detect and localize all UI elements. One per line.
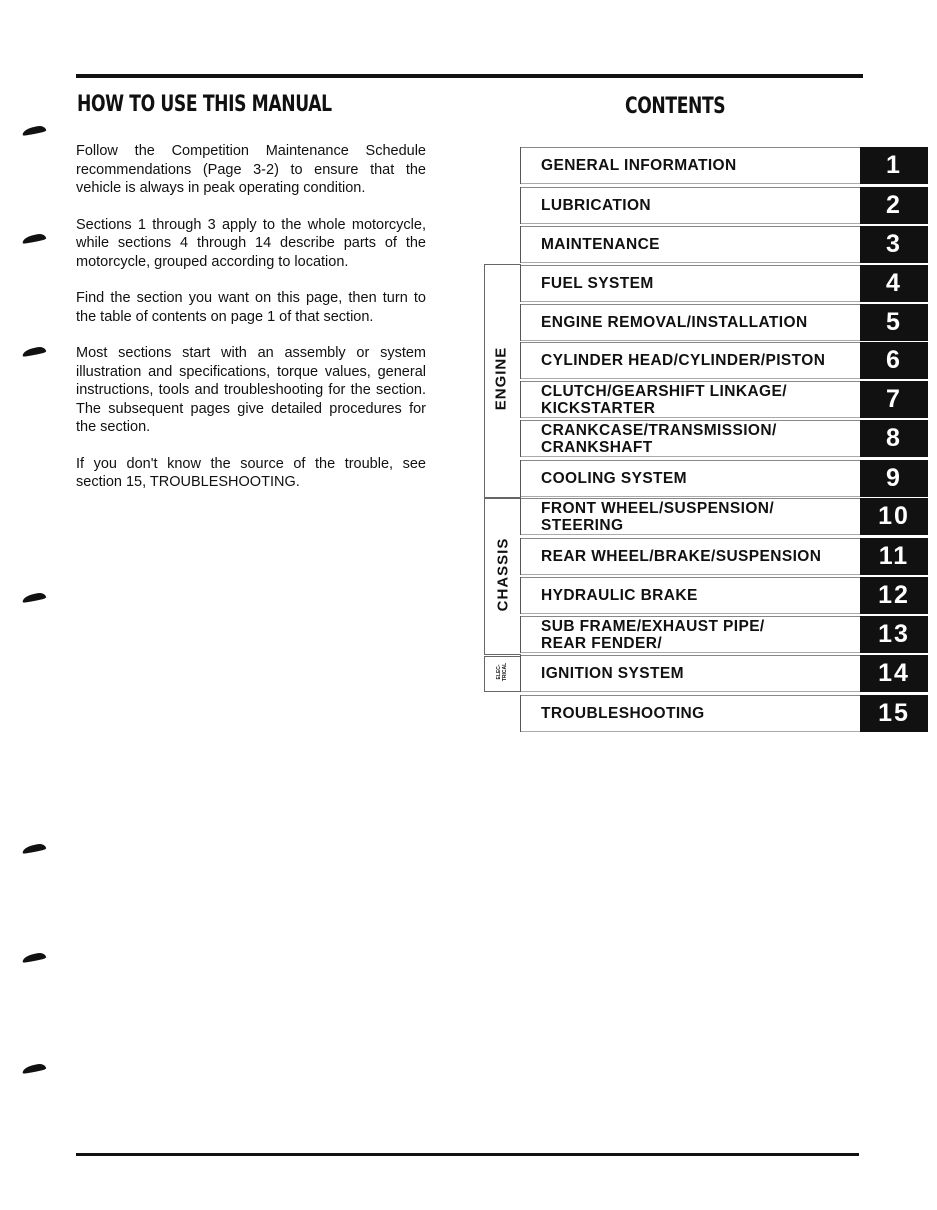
section-label: MAINTENANCE <box>541 236 660 253</box>
intro-paragraph: Most sections start with an assembly or system illustration and specifications, torque values, general instructions, tools and troubleshooting for the section. The subsequent pages give detailed procedures for the section. <box>76 345 426 435</box>
entry-bottom-line <box>521 691 861 692</box>
section-number-tab[interactable]: 5 <box>860 304 928 341</box>
entry-bottom-line <box>521 456 861 457</box>
section-label: SUB FRAME/EXHAUST PIPE/ REAR FENDER/ <box>541 617 765 652</box>
entry-bottom-line <box>521 378 861 379</box>
section-number-tab[interactable]: 8 <box>860 420 928 457</box>
section-number-tab[interactable]: 13 <box>860 616 928 653</box>
entry-bottom-line <box>521 223 861 224</box>
contents-entry[interactable] <box>520 460 861 497</box>
contents-entry[interactable] <box>520 538 861 575</box>
intro-paragraph: Sections 1 through 3 apply to the whole motorcycle, while sections 4 through 14 describe parts of the motorcycle, grouped according to location. <box>76 216 426 270</box>
binder-mark <box>22 952 47 964</box>
entry-bottom-line <box>521 652 861 653</box>
entry-bottom-line <box>521 340 861 341</box>
section-label: COOLING SYSTEM <box>541 470 687 487</box>
contents-entry[interactable] <box>520 304 861 341</box>
entry-bottom-line <box>521 417 861 418</box>
section-label: CYLINDER HEAD/CYLINDER/PISTON <box>541 352 826 369</box>
chassis-group-label: CHASSIS <box>494 537 512 612</box>
section-number-tab[interactable]: 6 <box>860 342 928 379</box>
section-label: TROUBLESHOOTING <box>541 705 705 722</box>
entry-bottom-line <box>521 534 861 535</box>
contents-entry[interactable] <box>520 695 861 732</box>
electrical-group-label: ELEC- TRICAL <box>496 662 508 682</box>
binder-mark <box>22 1063 47 1075</box>
section-label: ENGINE REMOVAL/INSTALLATION <box>541 314 808 331</box>
binder-mark <box>22 346 47 358</box>
section-label: FUEL SYSTEM <box>541 275 654 292</box>
contents-entry[interactable] <box>520 655 861 692</box>
contents-entry[interactable] <box>520 420 861 457</box>
section-number-tab[interactable]: 11 <box>860 538 928 575</box>
entry-bottom-line <box>521 183 861 184</box>
intro-paragraph: Follow the Competition Maintenance Schedule recommendations (Page 3-2) to ensure that the vehicle is always in peak operating condition. <box>76 143 426 196</box>
top-rule <box>76 74 863 78</box>
contents-entry[interactable] <box>520 498 861 535</box>
section-label: CRANKCASE/TRANSMISSION/ CRANKSHAFT <box>541 421 777 456</box>
contents-entry[interactable] <box>520 147 861 184</box>
section-number-tab[interactable]: 4 <box>860 265 928 302</box>
section-number-tab[interactable]: 14 <box>860 655 928 692</box>
section-number-tab[interactable]: 10 <box>860 498 928 535</box>
contents-entry[interactable] <box>520 381 861 418</box>
section-number-tab[interactable]: 3 <box>860 226 928 263</box>
entry-bottom-line <box>521 574 861 575</box>
section-label: REAR WHEEL/BRAKE/SUSPENSION <box>541 548 822 565</box>
contents-entry[interactable] <box>520 616 861 653</box>
section-number-tab[interactable]: 15 <box>860 695 928 732</box>
intro-text <box>76 142 426 510</box>
how-to-use-title: HOW TO USE THIS MANUAL <box>77 92 332 117</box>
binder-mark <box>22 233 47 245</box>
entry-bottom-line <box>521 731 861 732</box>
section-label: HYDRAULIC BRAKE <box>541 587 698 604</box>
engine-group-label: ENGINE <box>492 346 510 411</box>
binder-mark <box>22 843 47 855</box>
section-number-tab[interactable]: 9 <box>860 460 928 497</box>
contents-title: CONTENTS <box>625 94 726 119</box>
contents-entry[interactable] <box>520 265 861 302</box>
section-number-tab[interactable]: 2 <box>860 187 928 224</box>
section-label: FRONT WHEEL/SUSPENSION/ STEERING <box>541 499 775 534</box>
section-label: GENERAL INFORMATION <box>541 157 737 174</box>
contents-entry[interactable] <box>520 577 861 614</box>
entry-bottom-line <box>521 613 861 614</box>
intro-paragraph: Find the section you want on this page, then turn to the table of contents on page 1 of that section. <box>76 290 426 325</box>
contents-entry[interactable] <box>520 342 861 379</box>
section-number-tab[interactable]: 7 <box>860 381 928 418</box>
section-label: IGNITION SYSTEM <box>541 665 684 682</box>
section-label: LUBRICATION <box>541 197 652 214</box>
entry-bottom-line <box>521 496 861 497</box>
binder-mark <box>22 125 47 137</box>
section-number-tab[interactable]: 1 <box>860 147 928 184</box>
contents-entry[interactable] <box>520 187 861 224</box>
binder-mark <box>22 592 47 604</box>
contents-entry[interactable] <box>520 226 861 263</box>
entry-bottom-line <box>521 262 861 263</box>
section-label: CLUTCH/GEARSHIFT LINKAGE/ KICKSTARTER <box>541 382 787 417</box>
bottom-rule <box>76 1153 859 1156</box>
intro-paragraph: If you don't know the source of the trouble, see section 15, TROUBLESHOOTING. <box>76 455 426 490</box>
entry-bottom-line <box>521 301 861 302</box>
section-number-tab[interactable]: 12 <box>860 577 928 614</box>
